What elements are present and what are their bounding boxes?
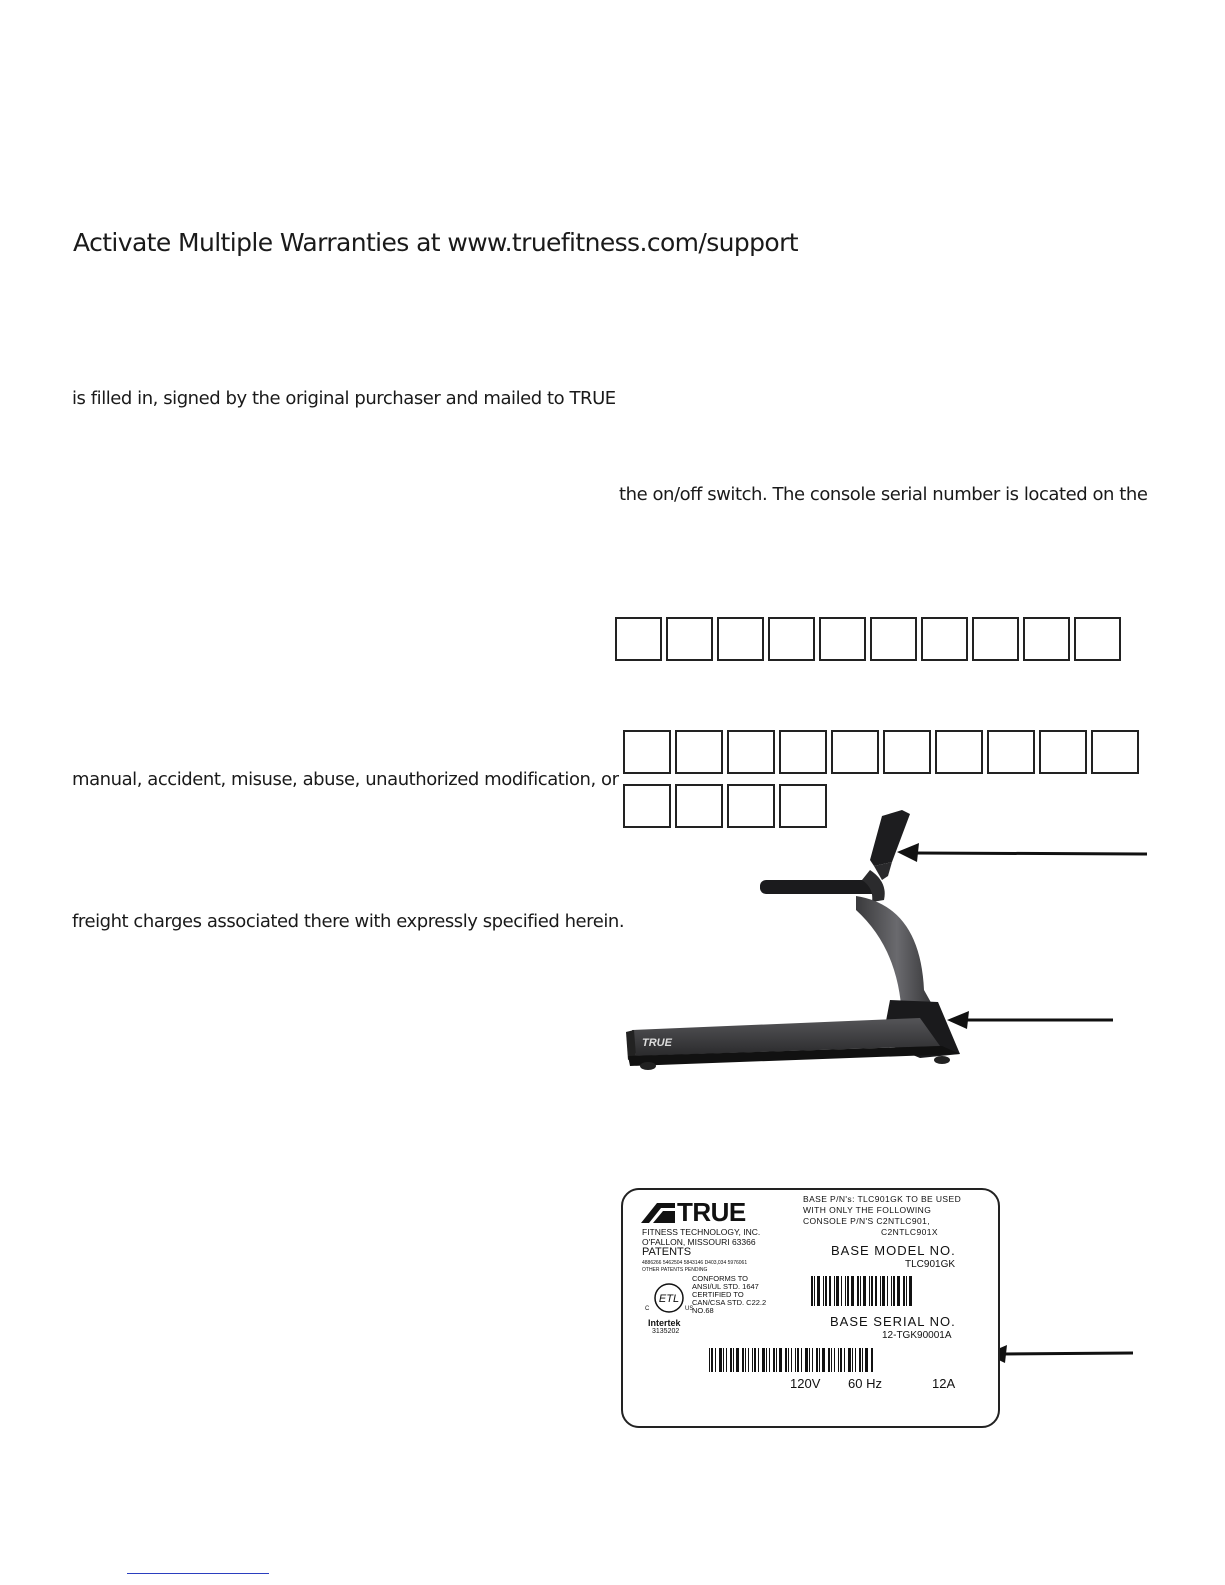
barcode-bar <box>841 1276 842 1306</box>
label-company-2: O'FALLON, MISSOURI 63366 <box>642 1237 756 1247</box>
barcode-bar <box>871 1276 873 1306</box>
model-barcode <box>811 1276 967 1306</box>
barcode-bar <box>773 1348 775 1372</box>
barcode-bar <box>834 1276 835 1306</box>
barcode-bar <box>857 1276 859 1306</box>
label-serial-value: 12-TGK90001A <box>882 1330 952 1341</box>
serial-box[interactable] <box>935 730 983 774</box>
serial-box[interactable] <box>1039 730 1087 774</box>
label-base-pn-1: BASE P/N's: TLC901GK TO BE USED <box>803 1194 962 1204</box>
barcode-bar <box>829 1276 831 1306</box>
label-conforms-1: CONFORMS TO <box>692 1274 748 1283</box>
serial-box[interactable] <box>819 617 866 661</box>
barcode-bar <box>817 1276 820 1306</box>
barcode-bar <box>723 1348 724 1372</box>
barcode-bar <box>819 1348 820 1372</box>
serial-box[interactable] <box>768 617 815 661</box>
barcode-bar <box>859 1348 861 1372</box>
text-line-manual: manual, accident, misuse, abuse, unauthorized modification, or <box>72 769 619 790</box>
barcode-bar <box>758 1348 759 1372</box>
barcode-bar <box>828 1348 830 1372</box>
barcode-bar <box>831 1348 832 1372</box>
barcode-bar <box>788 1348 789 1372</box>
barcode-bar <box>838 1348 839 1372</box>
barcode-bar <box>766 1348 767 1372</box>
label-base-pn-3: CONSOLE P/N'S C2NTLC901, <box>803 1216 930 1226</box>
barcode-bar <box>906 1276 907 1306</box>
barcode-bar <box>811 1276 813 1306</box>
serial-box[interactable] <box>666 617 713 661</box>
barcode-bar <box>715 1348 716 1372</box>
barcode-bar <box>844 1348 845 1372</box>
barcode-bar <box>752 1348 753 1372</box>
barcode-bar <box>897 1276 900 1306</box>
barcode-bar <box>882 1276 885 1306</box>
serial-box[interactable] <box>987 730 1035 774</box>
label-brand: TRUE <box>677 1197 746 1227</box>
barcode-bar <box>845 1276 846 1306</box>
text-line-onoff: the on/off switch. The console serial number is located on the <box>619 484 1148 505</box>
serial-barcode <box>709 1348 967 1372</box>
barcode-bar <box>875 1276 877 1306</box>
barcode-bar <box>836 1276 839 1306</box>
text-line-filled: is filled in, signed by the original purchaser and mailed to TRUE <box>72 388 616 409</box>
barcode-bar <box>812 1348 813 1372</box>
barcode-bar <box>848 1348 851 1372</box>
label-intertek-number: 3135202 <box>652 1328 680 1335</box>
barcode-bar <box>822 1348 825 1372</box>
barcode-bar <box>880 1276 881 1306</box>
label-serial-title: BASE SERIAL NO. <box>830 1314 956 1329</box>
barcode-bar <box>769 1348 770 1372</box>
barcode-bar <box>869 1276 870 1306</box>
serial-box[interactable] <box>870 617 917 661</box>
barcode-bar <box>776 1348 777 1372</box>
barcode-bar <box>730 1348 732 1372</box>
barcode-bar <box>840 1348 842 1372</box>
barcode-bar <box>719 1348 722 1372</box>
barcode-bar <box>887 1276 888 1306</box>
barcode-bar <box>709 1348 710 1372</box>
label-base-pn-2: WITH ONLY THE FOLLOWING <box>803 1205 932 1215</box>
barcode-bar <box>851 1276 854 1306</box>
etl-c-text: C <box>645 1306 650 1312</box>
label-conforms-2: ANSI/UL STD. 1647 <box>692 1282 759 1291</box>
barcode-bar <box>795 1348 796 1372</box>
barcode-bar <box>779 1348 782 1372</box>
serial-box[interactable] <box>883 730 931 774</box>
serial-box[interactable] <box>779 730 827 774</box>
barcode-bar <box>834 1348 835 1372</box>
page-heading: Activate Multiple Warranties at www.truefitness.com/support <box>73 228 799 257</box>
barcode-bar <box>863 1276 866 1306</box>
arrow-base-icon <box>945 1005 1115 1035</box>
barcode-bar <box>871 1348 873 1372</box>
label-patent-numbers: 4886266 5462504 5843146 D403,034 5976061 <box>642 1260 748 1266</box>
etl-us-text: US <box>685 1306 694 1312</box>
barcode-bar <box>860 1276 861 1306</box>
label-patents-pending: OTHER PATENTS PENDING <box>642 1267 708 1273</box>
serial-box[interactable] <box>727 730 775 774</box>
barcode-bar <box>745 1348 746 1372</box>
base-serial-boxes-row1 <box>623 730 1139 774</box>
label-base-pn-4: C2NTLC901X <box>881 1227 938 1237</box>
barcode-bar <box>865 1348 868 1372</box>
label-frequency: 60 Hz <box>848 1376 882 1391</box>
label-model-title: BASE MODEL NO. <box>831 1243 956 1258</box>
barcode-bar <box>711 1348 713 1372</box>
barcode-bar <box>909 1276 912 1306</box>
footer-link-underline <box>127 1573 269 1574</box>
barcode-bar <box>855 1348 856 1372</box>
barcode-bar <box>801 1348 802 1372</box>
label-intertek: Intertek <box>648 1318 681 1328</box>
barcode-bar <box>825 1276 827 1306</box>
barcode-bar <box>823 1276 824 1306</box>
barcode-bar <box>791 1348 792 1372</box>
barcode-bar <box>754 1348 756 1372</box>
barcode-bar <box>891 1276 892 1306</box>
serial-box[interactable] <box>1074 617 1121 661</box>
etl-mark-text: ETL <box>658 1293 680 1305</box>
serial-box[interactable] <box>831 730 879 774</box>
arrow-console-icon <box>895 838 1150 868</box>
label-conforms-4: CAN/CSA STD. C22.2 <box>692 1298 767 1307</box>
barcode-bar <box>785 1348 787 1372</box>
arrow-serial-label-icon <box>985 1339 1135 1369</box>
label-conforms-3: CERTIFIED TO <box>692 1290 744 1299</box>
serial-box[interactable] <box>623 730 671 774</box>
barcode-bar <box>733 1348 734 1372</box>
barcode-bar <box>862 1348 863 1372</box>
barcode-bar <box>736 1348 739 1372</box>
label-amperage: 12A <box>932 1376 956 1391</box>
label-model-value: TLC901GK <box>905 1259 956 1270</box>
treadmill-brand-logo: TRUE <box>642 1037 672 1049</box>
serial-label-card <box>621 1188 1000 1428</box>
console-serial-boxes <box>615 617 1121 661</box>
barcode-bar <box>852 1348 853 1372</box>
label-company-1: FITNESS TECHNOLOGY, INC. <box>642 1227 761 1237</box>
barcode-bar <box>903 1276 905 1306</box>
barcode-bar <box>726 1348 727 1372</box>
barcode-bar <box>742 1348 744 1372</box>
serial-box[interactable] <box>615 617 662 661</box>
label-conforms-5: NO.68 <box>692 1306 714 1315</box>
barcode-bar <box>805 1348 808 1372</box>
barcode-bar <box>893 1276 895 1306</box>
text-line-freight: freight charges associated there with expressly specified herein. <box>72 911 625 932</box>
barcode-bar <box>762 1348 765 1372</box>
label-patents-title: PATENTS <box>642 1246 692 1258</box>
serial-box[interactable] <box>972 617 1019 661</box>
serial-box[interactable] <box>1091 730 1139 774</box>
serial-box[interactable] <box>717 617 764 661</box>
serial-box[interactable] <box>675 730 723 774</box>
barcode-bar <box>814 1276 815 1306</box>
serial-box[interactable] <box>921 617 968 661</box>
serial-box[interactable] <box>1023 617 1070 661</box>
barcode-bar <box>847 1276 849 1306</box>
barcode-bar <box>816 1348 818 1372</box>
label-voltage: 120V <box>790 1376 821 1391</box>
barcode-bar <box>809 1348 810 1372</box>
true-logo-icon <box>641 1203 675 1223</box>
barcode-bar <box>748 1348 749 1372</box>
barcode-bar <box>797 1348 799 1372</box>
